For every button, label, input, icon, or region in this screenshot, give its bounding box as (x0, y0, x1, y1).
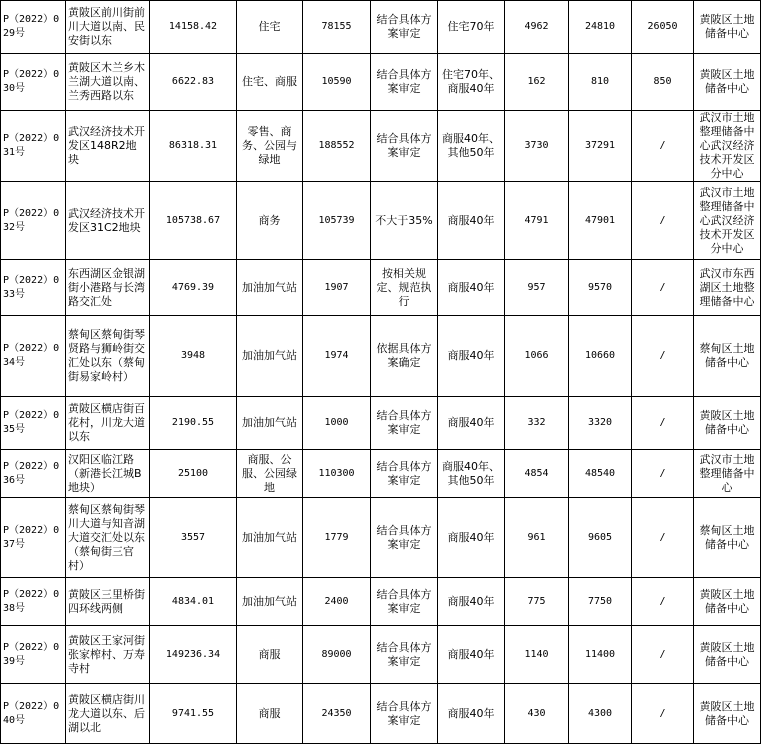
parcel-id-cell: P（2022）033号 (1, 260, 66, 316)
parcel-id-cell: P（2022）029号 (1, 1, 66, 54)
location-cell: 汉阳区临江路（新港长江城B地块） (66, 450, 150, 498)
land-area-cell: 149236.34 (150, 626, 237, 684)
extra-value-cell: / (632, 397, 694, 450)
start-price-cell: 48540 (569, 450, 632, 498)
land-use-cell: 住宅、商服 (237, 54, 303, 111)
start-price-cell: 9570 (569, 260, 632, 316)
building-area-cell: 78155 (303, 1, 371, 54)
contact-unit-cell: 蔡甸区土地储备中心 (694, 316, 761, 397)
extra-value-cell: / (632, 182, 694, 260)
location-cell: 黄陂区横店街百花村，川龙大道以东 (66, 397, 150, 450)
table-row (1, 316, 761, 397)
land-term-cell: 住宅70年、商服40年 (438, 54, 505, 111)
deposit-cell: 3730 (505, 111, 569, 182)
land-use-cell: 商服、公服、公园绿地 (237, 450, 303, 498)
extra-value-cell: / (632, 498, 694, 578)
extra-value-cell: / (632, 111, 694, 182)
parcel-id-cell: P（2022）038号 (1, 578, 66, 626)
start-price-cell: 3320 (569, 397, 632, 450)
land-area-cell: 105738.67 (150, 182, 237, 260)
building-area-cell: 10590 (303, 54, 371, 111)
extra-value-cell: / (632, 260, 694, 316)
parcel-id-cell: P（2022）039号 (1, 626, 66, 684)
land-term-cell: 商服40年、其他50年 (438, 450, 505, 498)
extra-value-cell: / (632, 578, 694, 626)
land-area-cell: 4769.39 (150, 260, 237, 316)
location-cell: 黄陂区前川街前川大道以南、民安街以东 (66, 1, 150, 54)
land-use-cell: 加油加气站 (237, 316, 303, 397)
land-term-cell: 住宅70年 (438, 1, 505, 54)
extra-value-cell: / (632, 316, 694, 397)
plot-ratio-cell: 不大于35% (371, 182, 438, 260)
table-row (1, 54, 761, 111)
start-price-cell: 47901 (569, 182, 632, 260)
start-price-cell: 10660 (569, 316, 632, 397)
building-area-cell: 2400 (303, 578, 371, 626)
land-term-cell: 商服40年 (438, 578, 505, 626)
start-price-cell: 24810 (569, 1, 632, 54)
land-use-cell: 商务 (237, 182, 303, 260)
deposit-cell: 4854 (505, 450, 569, 498)
building-area-cell: 89000 (303, 626, 371, 684)
parcel-id-cell: P（2022）032号 (1, 182, 66, 260)
deposit-cell: 1066 (505, 316, 569, 397)
building-area-cell: 110300 (303, 450, 371, 498)
plot-ratio-cell: 结合具体方案审定 (371, 498, 438, 578)
building-area-cell: 24350 (303, 684, 371, 744)
table-row (1, 260, 761, 316)
start-price-cell: 810 (569, 54, 632, 111)
table-row (1, 111, 761, 182)
plot-ratio-cell: 依据具体方案确定 (371, 316, 438, 397)
land-use-cell: 商服 (237, 626, 303, 684)
land-area-cell: 9741.55 (150, 684, 237, 744)
contact-unit-cell: 蔡甸区土地储备中心 (694, 498, 761, 578)
contact-unit-cell: 武汉市土地整理储备中心武汉经济技术开发区分中心 (694, 182, 761, 260)
land-use-cell: 加油加气站 (237, 397, 303, 450)
deposit-cell: 961 (505, 498, 569, 578)
land-use-cell: 零售、商务、公园与绿地 (237, 111, 303, 182)
contact-unit-cell: 黄陂区土地储备中心 (694, 626, 761, 684)
extra-value-cell: 26050 (632, 1, 694, 54)
start-price-cell: 7750 (569, 578, 632, 626)
land-term-cell: 商服40年 (438, 260, 505, 316)
location-cell: 黄陂区王家河街张家榨村、万寿寺村 (66, 626, 150, 684)
deposit-cell: 4791 (505, 182, 569, 260)
contact-unit-cell: 武汉市土地整理储备中心 (694, 450, 761, 498)
land-area-cell: 4834.01 (150, 578, 237, 626)
location-cell: 蔡甸区蔡甸街琴川大道与知音湖大道交汇处以东（蔡甸街三官村） (66, 498, 150, 578)
plot-ratio-cell: 结合具体方案审定 (371, 54, 438, 111)
building-area-cell: 1974 (303, 316, 371, 397)
land-term-cell: 商服40年 (438, 684, 505, 744)
start-price-cell: 9605 (569, 498, 632, 578)
deposit-cell: 162 (505, 54, 569, 111)
parcel-id-cell: P（2022）030号 (1, 54, 66, 111)
start-price-cell: 37291 (569, 111, 632, 182)
land-term-cell: 商服40年 (438, 316, 505, 397)
parcel-id-cell: P（2022）040号 (1, 684, 66, 744)
location-cell: 蔡甸区蔡甸街琴贤路与狮岭街交汇处以东（蔡甸街易家岭村） (66, 316, 150, 397)
parcel-id-cell: P（2022）034号 (1, 316, 66, 397)
deposit-cell: 430 (505, 684, 569, 744)
building-area-cell: 105739 (303, 182, 371, 260)
parcel-id-cell: P（2022）037号 (1, 498, 66, 578)
contact-unit-cell: 黄陂区土地储备中心 (694, 578, 761, 626)
land-area-cell: 25100 (150, 450, 237, 498)
building-area-cell: 1779 (303, 498, 371, 578)
parcel-id-cell: P（2022）036号 (1, 450, 66, 498)
extra-value-cell: / (632, 626, 694, 684)
deposit-cell: 4962 (505, 1, 569, 54)
extra-value-cell: / (632, 684, 694, 744)
table-row (1, 397, 761, 450)
plot-ratio-cell: 按相关规定、规范执行 (371, 260, 438, 316)
land-area-cell: 6622.83 (150, 54, 237, 111)
land-area-cell: 14158.42 (150, 1, 237, 54)
location-cell: 武汉经济技术开发区148R2地块 (66, 111, 150, 182)
deposit-cell: 1140 (505, 626, 569, 684)
land-term-cell: 商服40年、其他50年 (438, 111, 505, 182)
contact-unit-cell: 黄陂区土地储备中心 (694, 684, 761, 744)
contact-unit-cell: 黄陂区土地储备中心 (694, 1, 761, 54)
plot-ratio-cell: 结合具体方案审定 (371, 626, 438, 684)
table-row (1, 626, 761, 684)
extra-value-cell: / (632, 450, 694, 498)
plot-ratio-cell: 结合具体方案审定 (371, 1, 438, 54)
land-use-cell: 加油加气站 (237, 260, 303, 316)
deposit-cell: 332 (505, 397, 569, 450)
land-term-cell: 商服40年 (438, 182, 505, 260)
location-cell: 黄陂区木兰乡木兰湖大道以南、兰秀西路以东 (66, 54, 150, 111)
extra-value-cell: 850 (632, 54, 694, 111)
table-row (1, 578, 761, 626)
table-row (1, 450, 761, 498)
table-row (1, 1, 761, 54)
start-price-cell: 11400 (569, 626, 632, 684)
land-term-cell: 商服40年 (438, 397, 505, 450)
contact-unit-cell: 黄陂区土地储备中心 (694, 54, 761, 111)
plot-ratio-cell: 结合具体方案审定 (371, 450, 438, 498)
location-cell: 黄陂区横店街川龙大道以东、后湖以北 (66, 684, 150, 744)
plot-ratio-cell: 结合具体方案审定 (371, 397, 438, 450)
table-body (1, 1, 761, 744)
land-use-cell: 住宅 (237, 1, 303, 54)
table-row (1, 182, 761, 260)
deposit-cell: 957 (505, 260, 569, 316)
contact-unit-cell: 武汉市东西湖区土地整理储备中心 (694, 260, 761, 316)
start-price-cell: 4300 (569, 684, 632, 744)
contact-unit-cell: 武汉市土地整理储备中心武汉经济技术开发区分中心 (694, 111, 761, 182)
table-row (1, 498, 761, 578)
land-term-cell: 商服40年 (438, 626, 505, 684)
plot-ratio-cell: 结合具体方案审定 (371, 684, 438, 744)
location-cell: 黄陂区三里桥街四环线两侧 (66, 578, 150, 626)
land-use-cell: 加油加气站 (237, 498, 303, 578)
land-term-cell: 商服40年 (438, 498, 505, 578)
deposit-cell: 775 (505, 578, 569, 626)
building-area-cell: 1000 (303, 397, 371, 450)
land-use-cell: 加油加气站 (237, 578, 303, 626)
building-area-cell: 1907 (303, 260, 371, 316)
location-cell: 武汉经济技术开发区31C2地块 (66, 182, 150, 260)
land-area-cell: 86318.31 (150, 111, 237, 182)
building-area-cell: 188552 (303, 111, 371, 182)
table-row (1, 684, 761, 744)
land-area-cell: 2190.55 (150, 397, 237, 450)
plot-ratio-cell: 结合具体方案审定 (371, 111, 438, 182)
parcel-id-cell: P（2022）031号 (1, 111, 66, 182)
contact-unit-cell: 黄陂区土地储备中心 (694, 397, 761, 450)
land-area-cell: 3948 (150, 316, 237, 397)
location-cell: 东西湖区金银湖街小港路与长湾路交汇处 (66, 260, 150, 316)
land-area-cell: 3557 (150, 498, 237, 578)
plot-ratio-cell: 结合具体方案审定 (371, 578, 438, 626)
parcel-id-cell: P（2022）035号 (1, 397, 66, 450)
land-use-cell: 商服 (237, 684, 303, 744)
